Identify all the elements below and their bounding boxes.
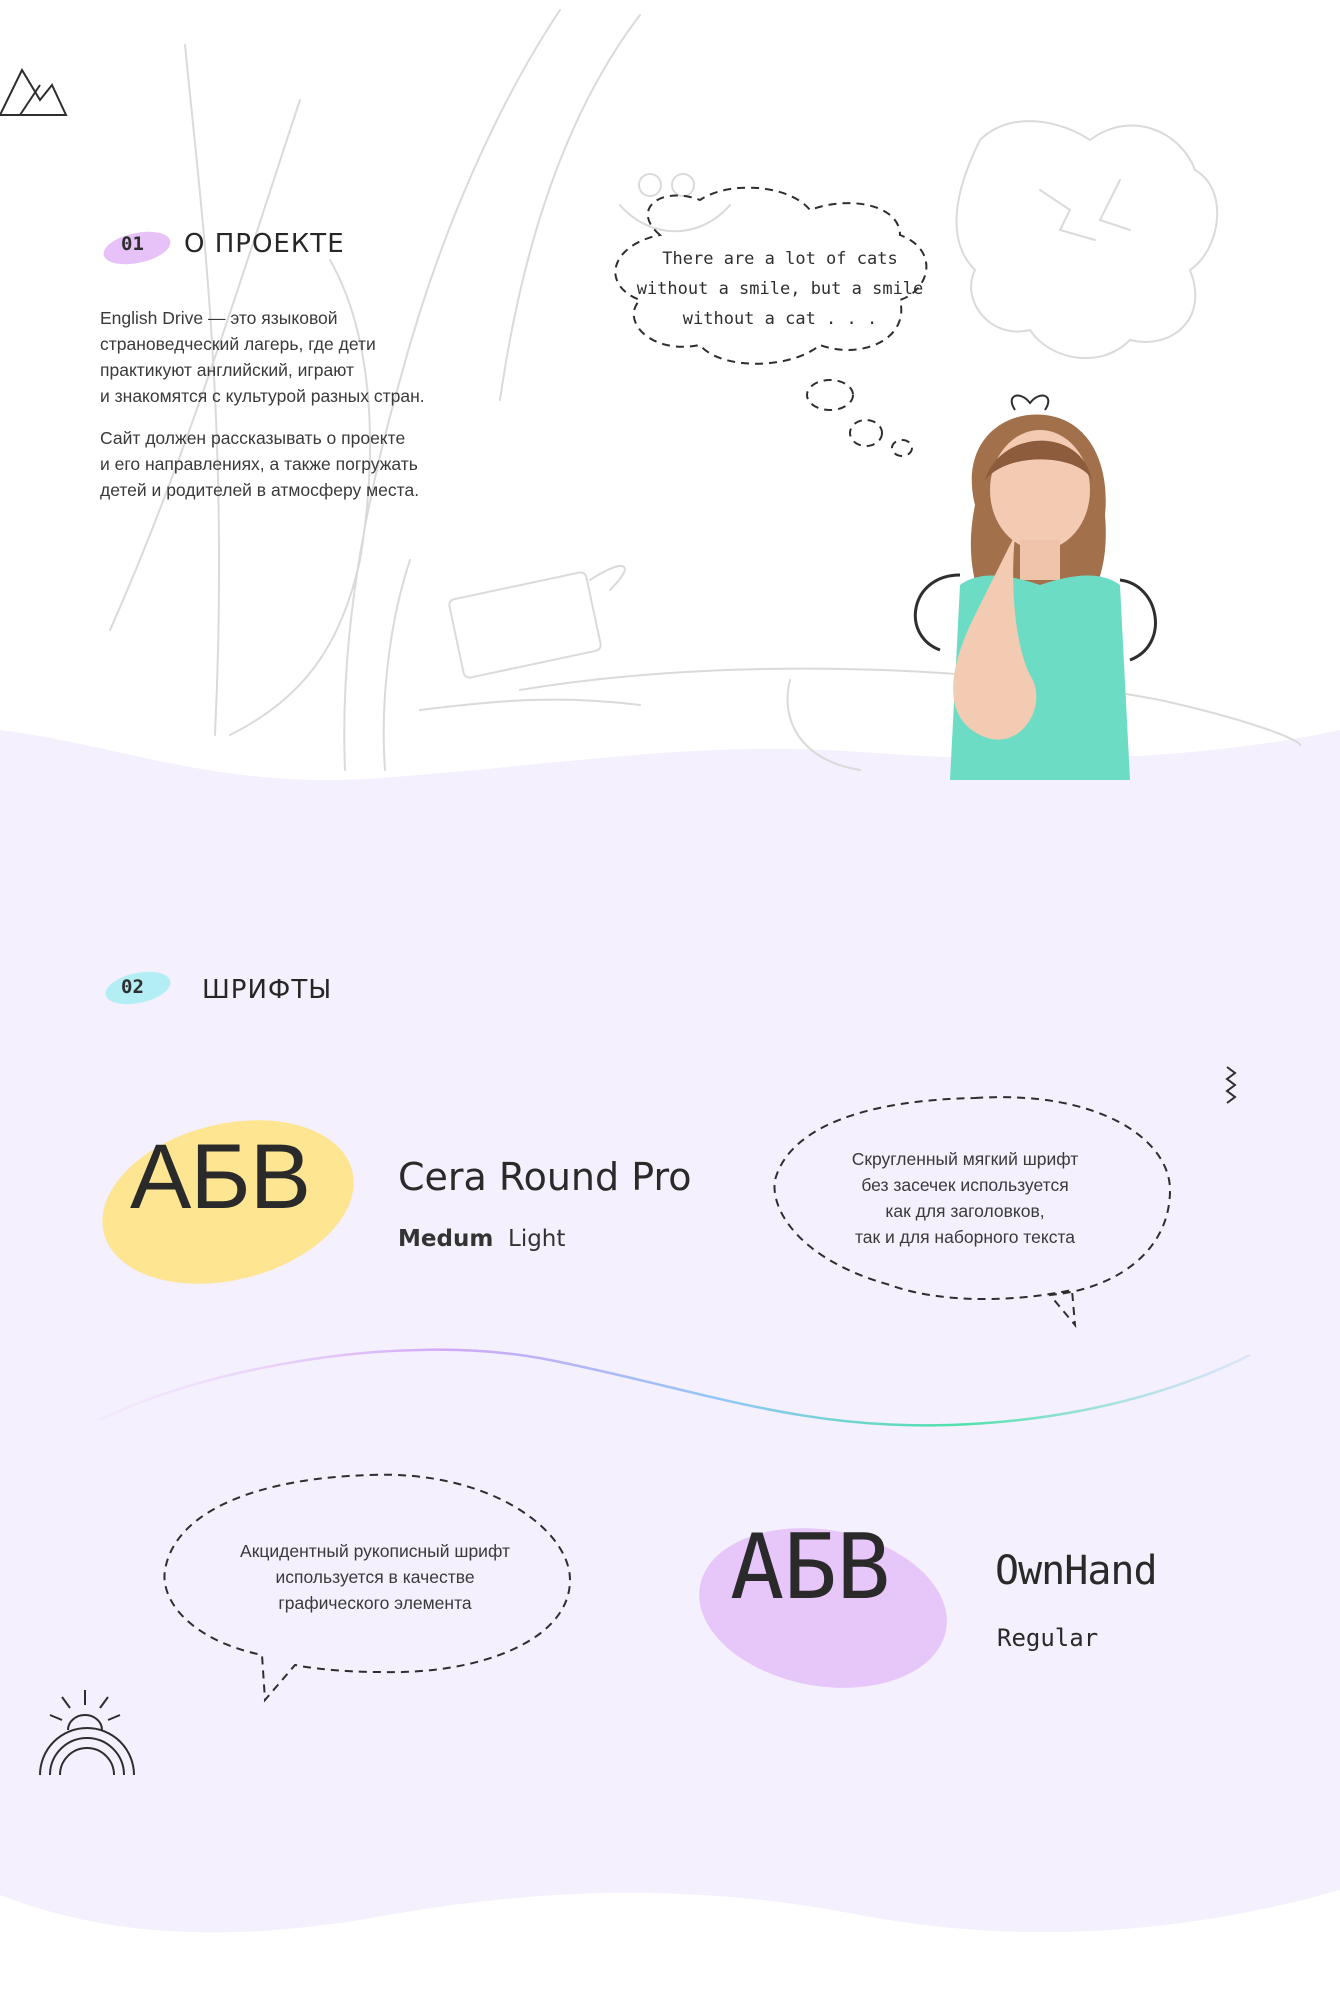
- font2-name: OwnHand: [995, 1548, 1157, 1594]
- lavender-section: [0, 730, 1340, 1932]
- font2-weight: Regular: [997, 1624, 1099, 1652]
- about-line: практикуют английский, играют: [100, 360, 355, 380]
- thought-bubble-text: [630, 244, 930, 334]
- font1-weight-medium: Medum: [398, 1226, 494, 1252]
- section-title-about: О ПРОЕКТЕ: [184, 229, 345, 259]
- font1-weight-light: Light: [508, 1226, 566, 1252]
- about-line: и его направлениях, а также погружать: [100, 454, 418, 474]
- description-line: используется в качестве: [275, 1567, 475, 1587]
- about-line: детей и родителей в атмосферу места.: [100, 480, 420, 500]
- font1-sample: АБВ: [130, 1126, 311, 1228]
- description-line: как для заголовков,: [885, 1201, 1045, 1221]
- thought-line: without a cat . . .: [682, 309, 878, 329]
- thought-line: There are a lot of cats: [662, 249, 898, 269]
- about-paragraph-1: [100, 305, 510, 409]
- girl-neck: [1020, 540, 1060, 580]
- mountains-icon: [0, 70, 66, 115]
- thought-line: without a smile, but a smile: [636, 279, 924, 299]
- font2-sample: АБВ: [730, 1515, 890, 1620]
- about-line: English Drive — это языковой: [100, 308, 338, 328]
- about-line: Сайт должен рассказывать о проекте: [100, 428, 406, 448]
- girl-bow: [1012, 396, 1049, 410]
- description-line: Акцидентный рукописный шрифт: [240, 1541, 510, 1561]
- description-line: без засечек используется: [861, 1175, 1069, 1195]
- section-number-01: 01: [121, 233, 144, 255]
- about-paragraph-2: [100, 425, 510, 503]
- description-line: графического элемента: [278, 1593, 472, 1613]
- section-number-02: 02: [121, 976, 144, 998]
- about-line: страноведческий лагерь, где дети: [100, 334, 376, 354]
- girl-illustration: [880, 385, 1180, 780]
- section-title-fonts: ШРИФТЫ: [202, 975, 333, 1005]
- description-line: так и для наборного текста: [854, 1227, 1076, 1247]
- description-line: Скругленный мягкий шрифт: [851, 1149, 1079, 1169]
- font2-description: [205, 1538, 545, 1616]
- font1-description: [800, 1146, 1130, 1250]
- font1-name: Cera Round Pro: [398, 1155, 692, 1199]
- about-line: и знакомятся с культурой разных стран.: [100, 386, 425, 406]
